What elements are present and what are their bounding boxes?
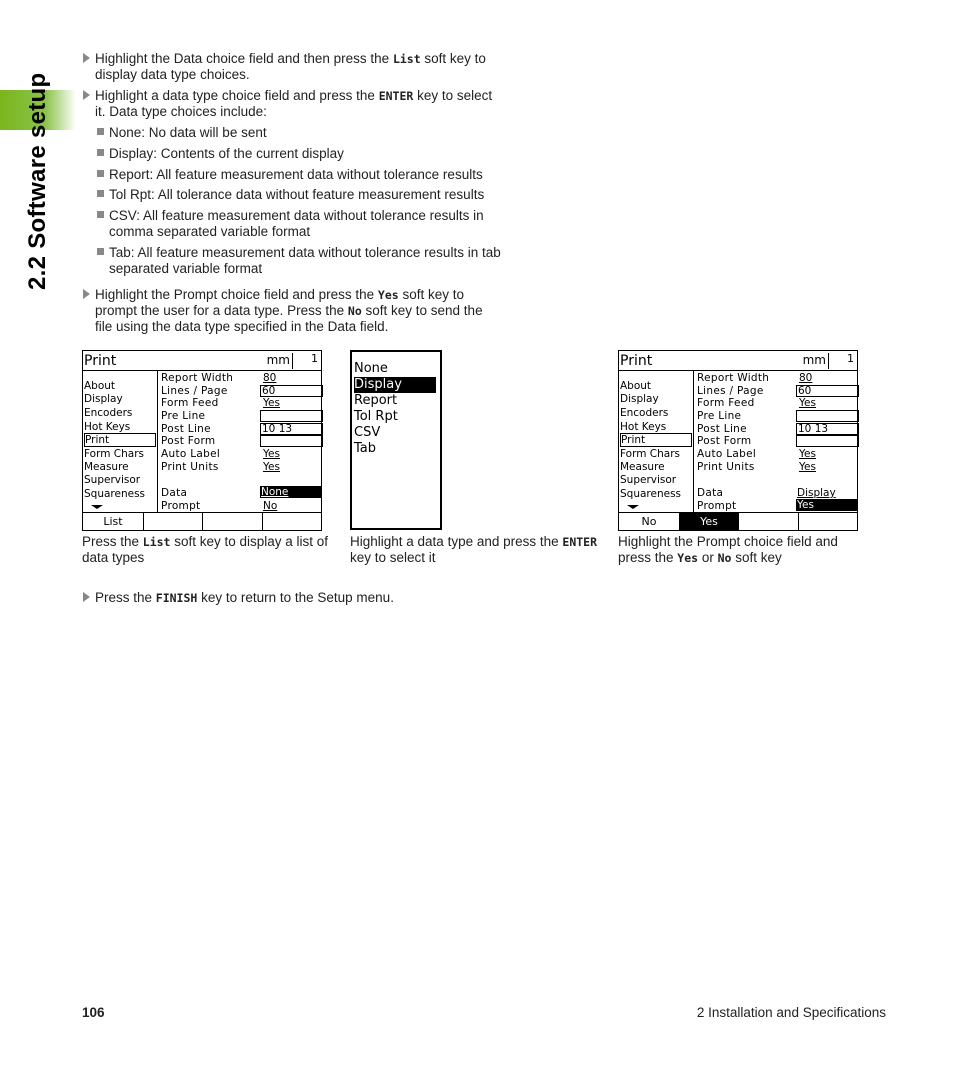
list-item-tol-rpt[interactable]: Tol Rpt bbox=[354, 409, 398, 424]
label-post-line: Post Line bbox=[161, 423, 211, 435]
bullet-arrow-icon bbox=[83, 592, 90, 602]
list-item-display[interactable]: Display bbox=[354, 377, 436, 393]
step-2: Highlight a data type choice field and press the ENTER key to select it. Data type choices include: bbox=[95, 88, 493, 119]
value-print-units[interactable]: Yes bbox=[799, 461, 816, 473]
label-data: Data bbox=[161, 487, 188, 499]
menu-item-encoders[interactable]: Encoders bbox=[84, 407, 133, 419]
bullet-square-icon bbox=[97, 128, 104, 135]
value-lines-page[interactable]: 60 bbox=[796, 385, 859, 397]
value-form-feed[interactable]: Yes bbox=[799, 397, 816, 409]
value-pre-line[interactable] bbox=[260, 410, 323, 422]
page-number: 106 bbox=[82, 1005, 105, 1020]
menu-item-display[interactable]: Display bbox=[84, 393, 123, 405]
menu-item-print[interactable]: Print bbox=[620, 433, 692, 447]
value-pre-line[interactable] bbox=[796, 410, 859, 422]
menu-item-supervisor[interactable]: Supervisor bbox=[84, 474, 141, 486]
value-prompt[interactable]: Yes bbox=[796, 499, 857, 511]
value-auto-label[interactable]: Yes bbox=[799, 448, 816, 460]
label-auto-label: Auto Label bbox=[161, 448, 221, 460]
label-prompt: Prompt bbox=[697, 500, 737, 512]
value-post-form[interactable] bbox=[796, 435, 859, 447]
menu-item-squareness[interactable]: Squareness bbox=[84, 488, 146, 500]
screen-title: Print bbox=[620, 353, 653, 369]
section-title: 2.2 Software setup bbox=[24, 72, 51, 290]
label-auto-label: Auto Label bbox=[697, 448, 757, 460]
label-print-units: Print Units bbox=[161, 461, 219, 473]
choice-tab: Tab: All feature measurement data without tolerance results in tab separated variable format bbox=[109, 245, 501, 276]
value-report-width[interactable]: 80 bbox=[799, 372, 813, 384]
value-auto-label[interactable]: Yes bbox=[263, 448, 280, 460]
list-item-tab[interactable]: Tab bbox=[354, 441, 377, 456]
label-post-form: Post Form bbox=[161, 435, 216, 447]
caption-right: Highlight the Prompt choice field and press the Yes or No soft key bbox=[618, 534, 838, 565]
menu-item-measure[interactable]: Measure bbox=[620, 461, 665, 473]
screen-title: Print bbox=[84, 353, 117, 369]
lcd-screen-left bbox=[82, 350, 322, 531]
choice-tol-rpt: Tol Rpt: All tolerance data without feature measurement results bbox=[109, 187, 485, 202]
label-data: Data bbox=[697, 487, 724, 499]
value-data[interactable]: Display bbox=[797, 487, 836, 499]
bullet-square-icon bbox=[97, 211, 104, 218]
menu-item-hot-keys[interactable]: Hot Keys bbox=[84, 421, 131, 433]
label-post-line: Post Line bbox=[697, 423, 747, 435]
menu-item-about[interactable]: About bbox=[620, 380, 652, 392]
bullet-arrow-icon bbox=[83, 53, 90, 63]
value-post-line[interactable]: 10 13 bbox=[260, 423, 323, 435]
list-item-none[interactable]: None bbox=[354, 361, 388, 376]
label-form-feed: Form Feed bbox=[697, 397, 755, 409]
choice-display: Display: Contents of the current display bbox=[109, 146, 344, 161]
units-toggle-icon: 1 bbox=[311, 352, 318, 365]
step-4: Press the FINISH key to return to the Setup menu. bbox=[95, 590, 394, 605]
choice-none: None: No data will be sent bbox=[109, 125, 267, 140]
label-prompt: Prompt bbox=[161, 500, 201, 512]
list-item-report[interactable]: Report bbox=[354, 393, 398, 408]
value-form-feed[interactable]: Yes bbox=[263, 397, 280, 409]
lcd-screen-right bbox=[618, 350, 858, 531]
caption-middle: Highlight a data type and press the ENTER key to select it bbox=[350, 534, 598, 565]
label-lines-page: Lines / Page bbox=[697, 385, 764, 397]
bullet-arrow-icon bbox=[83, 90, 90, 100]
value-print-units[interactable]: Yes bbox=[263, 461, 280, 473]
bullet-square-icon bbox=[97, 248, 104, 255]
menu-item-form-chars[interactable]: Form Chars bbox=[620, 448, 680, 460]
label-post-form: Post Form bbox=[697, 435, 752, 447]
bullet-square-icon bbox=[97, 190, 104, 197]
list-item-csv[interactable]: CSV bbox=[354, 425, 381, 440]
menu-item-display[interactable]: Display bbox=[620, 393, 659, 405]
value-post-line[interactable]: 10 13 bbox=[796, 423, 859, 435]
menu-item-measure[interactable]: Measure bbox=[84, 461, 129, 473]
menu-item-hot-keys[interactable]: Hot Keys bbox=[620, 421, 667, 433]
caption-left: Press the List soft key to display a list of data types bbox=[82, 534, 329, 565]
chapter-title: 2 Installation and Specifications bbox=[696, 1005, 886, 1020]
units-label: mm bbox=[803, 353, 829, 369]
value-post-form[interactable] bbox=[260, 435, 323, 447]
step-3: Highlight the Prompt choice field and press the Yes soft key to prompt the user for a data type. Press the No soft key to send the file using the data type specified in the Data field. bbox=[95, 287, 483, 334]
softkey-list[interactable]: List bbox=[103, 515, 123, 528]
label-print-units: Print Units bbox=[697, 461, 755, 473]
menu-item-supervisor[interactable]: Supervisor bbox=[620, 474, 677, 486]
units-toggle-icon: 1 bbox=[847, 352, 854, 365]
bullet-square-icon bbox=[97, 170, 104, 177]
value-lines-page[interactable]: 60 bbox=[260, 385, 323, 397]
choice-report: Report: All feature measurement data without tolerance results bbox=[109, 167, 483, 182]
menu-item-form-chars[interactable]: Form Chars bbox=[84, 448, 144, 460]
label-report-width: Report Width bbox=[697, 372, 770, 384]
value-prompt[interactable]: No bbox=[263, 500, 278, 512]
menu-item-about[interactable]: About bbox=[84, 380, 116, 392]
value-data[interactable]: None bbox=[260, 486, 321, 498]
label-pre-line: Pre Line bbox=[697, 410, 742, 422]
scroll-down-icon[interactable] bbox=[627, 505, 639, 509]
bullet-arrow-icon bbox=[83, 289, 90, 299]
lcd-screen-list bbox=[350, 350, 442, 530]
softkey-yes[interactable]: Yes bbox=[679, 513, 739, 530]
menu-item-print[interactable]: Print bbox=[84, 433, 156, 447]
menu-item-squareness[interactable]: Squareness bbox=[620, 488, 682, 500]
choice-csv: CSV: All feature measurement data without tolerance results in comma separated variable format bbox=[109, 208, 484, 239]
label-report-width: Report Width bbox=[161, 372, 234, 384]
softkey-no[interactable]: No bbox=[641, 515, 657, 528]
units-label: mm bbox=[267, 353, 293, 369]
label-form-feed: Form Feed bbox=[161, 397, 219, 409]
bullet-square-icon bbox=[97, 149, 104, 156]
menu-item-encoders[interactable]: Encoders bbox=[620, 407, 669, 419]
label-lines-page: Lines / Page bbox=[161, 385, 228, 397]
label-pre-line: Pre Line bbox=[161, 410, 206, 422]
scroll-down-icon[interactable] bbox=[91, 505, 103, 509]
value-report-width[interactable]: 80 bbox=[263, 372, 277, 384]
step-1: Highlight the Data choice field and then press the List soft key to display data type choices. bbox=[95, 51, 486, 82]
